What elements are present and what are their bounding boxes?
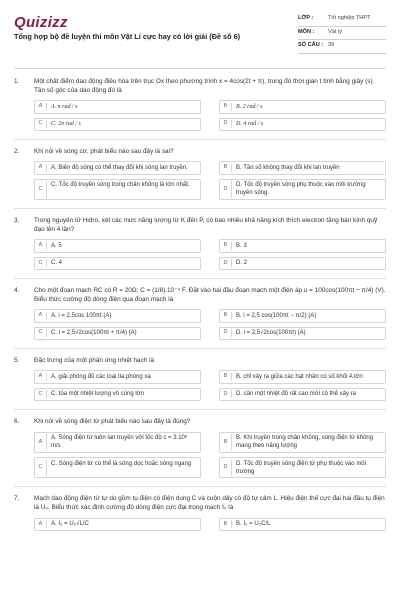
- option-letter: A: [35, 373, 47, 381]
- question-divider: [14, 278, 386, 279]
- question-text: Đặc trưng của một phản ứng nhiệt hạch là: [34, 356, 155, 364]
- option-letter: C: [35, 460, 47, 476]
- option-letter: A: [35, 242, 47, 250]
- question-divider: [14, 208, 386, 209]
- answer-option-a[interactable]: [34, 239, 201, 252]
- question-6: [14, 418, 386, 478]
- option-text: B. 2 rad / s: [236, 103, 263, 110]
- answer-options: [34, 239, 386, 270]
- question-4: [14, 287, 386, 340]
- option-letter: B: [220, 373, 232, 381]
- option-text: B. chỉ xảy ra giữa các hạt nhân có số khối A lớn: [236, 374, 363, 381]
- answer-option-d[interactable]: [219, 257, 386, 270]
- option-text: B. Tần số không thay đổi khi lan truyền: [236, 165, 340, 172]
- answer-options: [34, 309, 386, 340]
- answer-option-a[interactable]: [34, 100, 201, 113]
- info-row-question-count: [298, 40, 386, 54]
- option-text: A. π rad / s: [51, 103, 78, 110]
- info-value: Vật lý: [328, 28, 342, 35]
- question-number: 4.: [14, 286, 20, 294]
- quizizz-logo: Quizizz: [14, 14, 68, 31]
- answer-options: [34, 432, 386, 479]
- option-text: A. Biên độ sóng có thể thay đổi khi sóng lan truyền.: [51, 165, 188, 172]
- option-text: A. i = 2,5cos 100πt (A): [51, 312, 112, 319]
- question-number: 1.: [14, 78, 20, 85]
- option-letter: B: [220, 164, 232, 172]
- worksheet-title: Tổng hợp bộ đề luyện thi môn Vật Lí cực hay có lời giải (Đề số 6): [14, 32, 241, 41]
- answer-options: [34, 518, 386, 531]
- question-5: [14, 357, 386, 401]
- question-number: 3.: [14, 217, 20, 225]
- option-text: C. Sóng điện từ có thể là sóng dọc hoặc sóng ngang: [51, 460, 192, 467]
- option-text: D. i = 2,5√2cos(100πt) (A): [236, 330, 306, 337]
- answer-option-a[interactable]: [34, 370, 201, 383]
- option-text: D. 4 rad / s: [236, 121, 264, 128]
- question-text: Khi nói về sóng điện từ phát biểu nào sau đây là đúng?: [34, 418, 191, 426]
- question-divider: [14, 486, 386, 487]
- info-key: MÔN :: [298, 28, 315, 35]
- answer-option-b[interactable]: [219, 370, 386, 383]
- answer-option-a[interactable]: [34, 309, 201, 322]
- info-key: SỐ CÂU :: [298, 42, 324, 49]
- info-row-class: [298, 13, 386, 27]
- answer-option-c[interactable]: [34, 179, 201, 200]
- question-1: [14, 78, 386, 131]
- info-key: LỚP :: [298, 15, 314, 22]
- answer-option-a[interactable]: [34, 161, 201, 174]
- option-text: B. Khi truyền trong chân không, sóng điện từ không mang theo năng lượng: [236, 435, 374, 450]
- question-text: Cho một đoạn mạch RC có R = 20Ω; C = (1/8).10⁻⁴ F. Đặt vào hai đầu đoạn mạch một điện áp u = 100cos(100πt − π/4) (V). Biểu thức cường độ dòng điện qua đoạn mạch là: [34, 286, 386, 303]
- question-number: 2.: [14, 147, 20, 155]
- option-text: D. cần một nhiệt độ rất cao mới có thể xảy ra: [236, 391, 356, 398]
- option-text: C. tỏa một nhiệt lượng vô cùng lớn: [51, 391, 144, 398]
- option-letter: A: [35, 103, 47, 111]
- info-value: 39: [328, 42, 335, 49]
- answer-option-c[interactable]: [34, 457, 201, 478]
- option-text: C. Tốc độ truyền sóng trong chân không là lớn nhất.: [51, 182, 190, 189]
- answer-option-b[interactable]: [219, 239, 386, 252]
- answer-option-d[interactable]: [219, 388, 386, 401]
- option-text: A. Sóng điện từ luôn lan truyền với tốc độ c = 3.10⁸ m/s: [51, 435, 188, 450]
- answer-option-d[interactable]: [219, 327, 386, 340]
- answer-options: [34, 370, 386, 401]
- question-number: 7.: [14, 495, 20, 503]
- option-letter: D: [220, 329, 232, 337]
- answer-option-a[interactable]: [34, 432, 201, 453]
- answer-option-c[interactable]: [34, 327, 201, 340]
- option-letter: B: [220, 103, 232, 111]
- option-letter: C: [35, 329, 47, 337]
- option-text: D. 2: [236, 260, 248, 267]
- option-text: D. Tốc độ truyền sóng phụ thuộc vào môi trường truyền sóng.: [236, 182, 366, 197]
- option-letter: B: [220, 242, 232, 250]
- option-letter: D: [220, 390, 232, 398]
- option-letter: A: [35, 312, 47, 320]
- question-number: 6.: [14, 418, 20, 426]
- answer-options: [34, 100, 386, 131]
- answer-option-c[interactable]: [34, 388, 201, 401]
- option-letter: A: [35, 164, 47, 172]
- option-text: C. 4: [51, 260, 63, 267]
- answer-option-b[interactable]: [219, 309, 386, 322]
- option-text: A. I₀ = U₀√L/C: [51, 521, 89, 528]
- question-2: [14, 148, 386, 200]
- answer-options: [34, 161, 386, 200]
- answer-option-d[interactable]: [219, 118, 386, 131]
- question-3: [14, 217, 386, 270]
- question-list: [14, 78, 386, 531]
- option-letter: B: [220, 312, 232, 320]
- option-letter: D: [220, 259, 232, 267]
- question-7: [14, 495, 386, 531]
- option-text: B. I₀ = U₀C/L: [236, 521, 271, 528]
- option-text: D. Tốc độ truyền sóng điện từ phụ thuộc vào môi trường: [236, 460, 366, 475]
- option-letter: D: [220, 181, 232, 197]
- option-letter: B: [220, 520, 232, 528]
- option-letter: D: [220, 120, 232, 128]
- option-text: A. 5: [51, 243, 62, 250]
- option-text: B. i = 2,5 cos(100πt − π/2) (A): [236, 312, 317, 319]
- option-text: C. 2π rad / s: [51, 121, 81, 128]
- answer-option-c[interactable]: [34, 118, 201, 131]
- question-divider: [14, 139, 386, 140]
- question-divider: [14, 348, 386, 349]
- question-text: Khi nói về sóng cơ, phát biểu nào sau đây là sai?: [34, 147, 174, 155]
- option-letter: A: [35, 434, 47, 450]
- question-number: 5.: [14, 356, 20, 364]
- question-text: Mạch dao động điện từ tự do gồm tụ điện có điện dung C và cuộn dây có độ tự cảm L. Hiệu điện thế cực đại hai đầu tụ điện là U₀. Biểu thức xác định cường độ dòng điện cực đại trong mạch I₀ là: [34, 495, 385, 512]
- answer-option-d[interactable]: [219, 457, 386, 478]
- answer-option-d[interactable]: [219, 179, 386, 200]
- answer-option-b[interactable]: [219, 100, 386, 113]
- question-divider: [14, 409, 386, 410]
- option-letter: C: [35, 390, 47, 398]
- option-text: B. 3: [236, 243, 247, 250]
- option-text: C. i = 2,5√2cos(100πt + π/4) (A): [51, 330, 137, 337]
- option-letter: A: [35, 520, 47, 528]
- header-divider: [14, 68, 386, 69]
- answer-option-c[interactable]: [34, 257, 201, 270]
- question-text: Trong nguyên tử Hidro, xét các mức năng lượng từ K đến P, có bao nhiêu khả năng kích thích electron tăng bán kính quỹ đạo lên 4 lần?: [34, 217, 378, 233]
- info-value: Tốt nghiệp THPT: [328, 15, 371, 22]
- answer-option-b[interactable]: [219, 518, 386, 531]
- answer-option-a[interactable]: [34, 518, 201, 531]
- option-letter: C: [35, 120, 47, 128]
- option-letter: D: [220, 460, 232, 476]
- worksheet-info: [298, 13, 386, 54]
- answer-option-b[interactable]: [219, 432, 386, 453]
- option-letter: B: [220, 434, 232, 450]
- info-row-subject: [298, 27, 386, 41]
- option-letter: C: [35, 181, 47, 197]
- answer-option-b[interactable]: [219, 161, 386, 174]
- option-text: A. giải phóng đủ các loại tia phóng xạ: [51, 374, 151, 381]
- question-text: Một chất điểm dao động điều hòa trên trục Ox theo phương trình x = 4cos(2t + π), trong đó thời gian t tính bằng giây (s). Tần số góc của dao động đó là: [34, 78, 375, 94]
- option-letter: C: [35, 259, 47, 267]
